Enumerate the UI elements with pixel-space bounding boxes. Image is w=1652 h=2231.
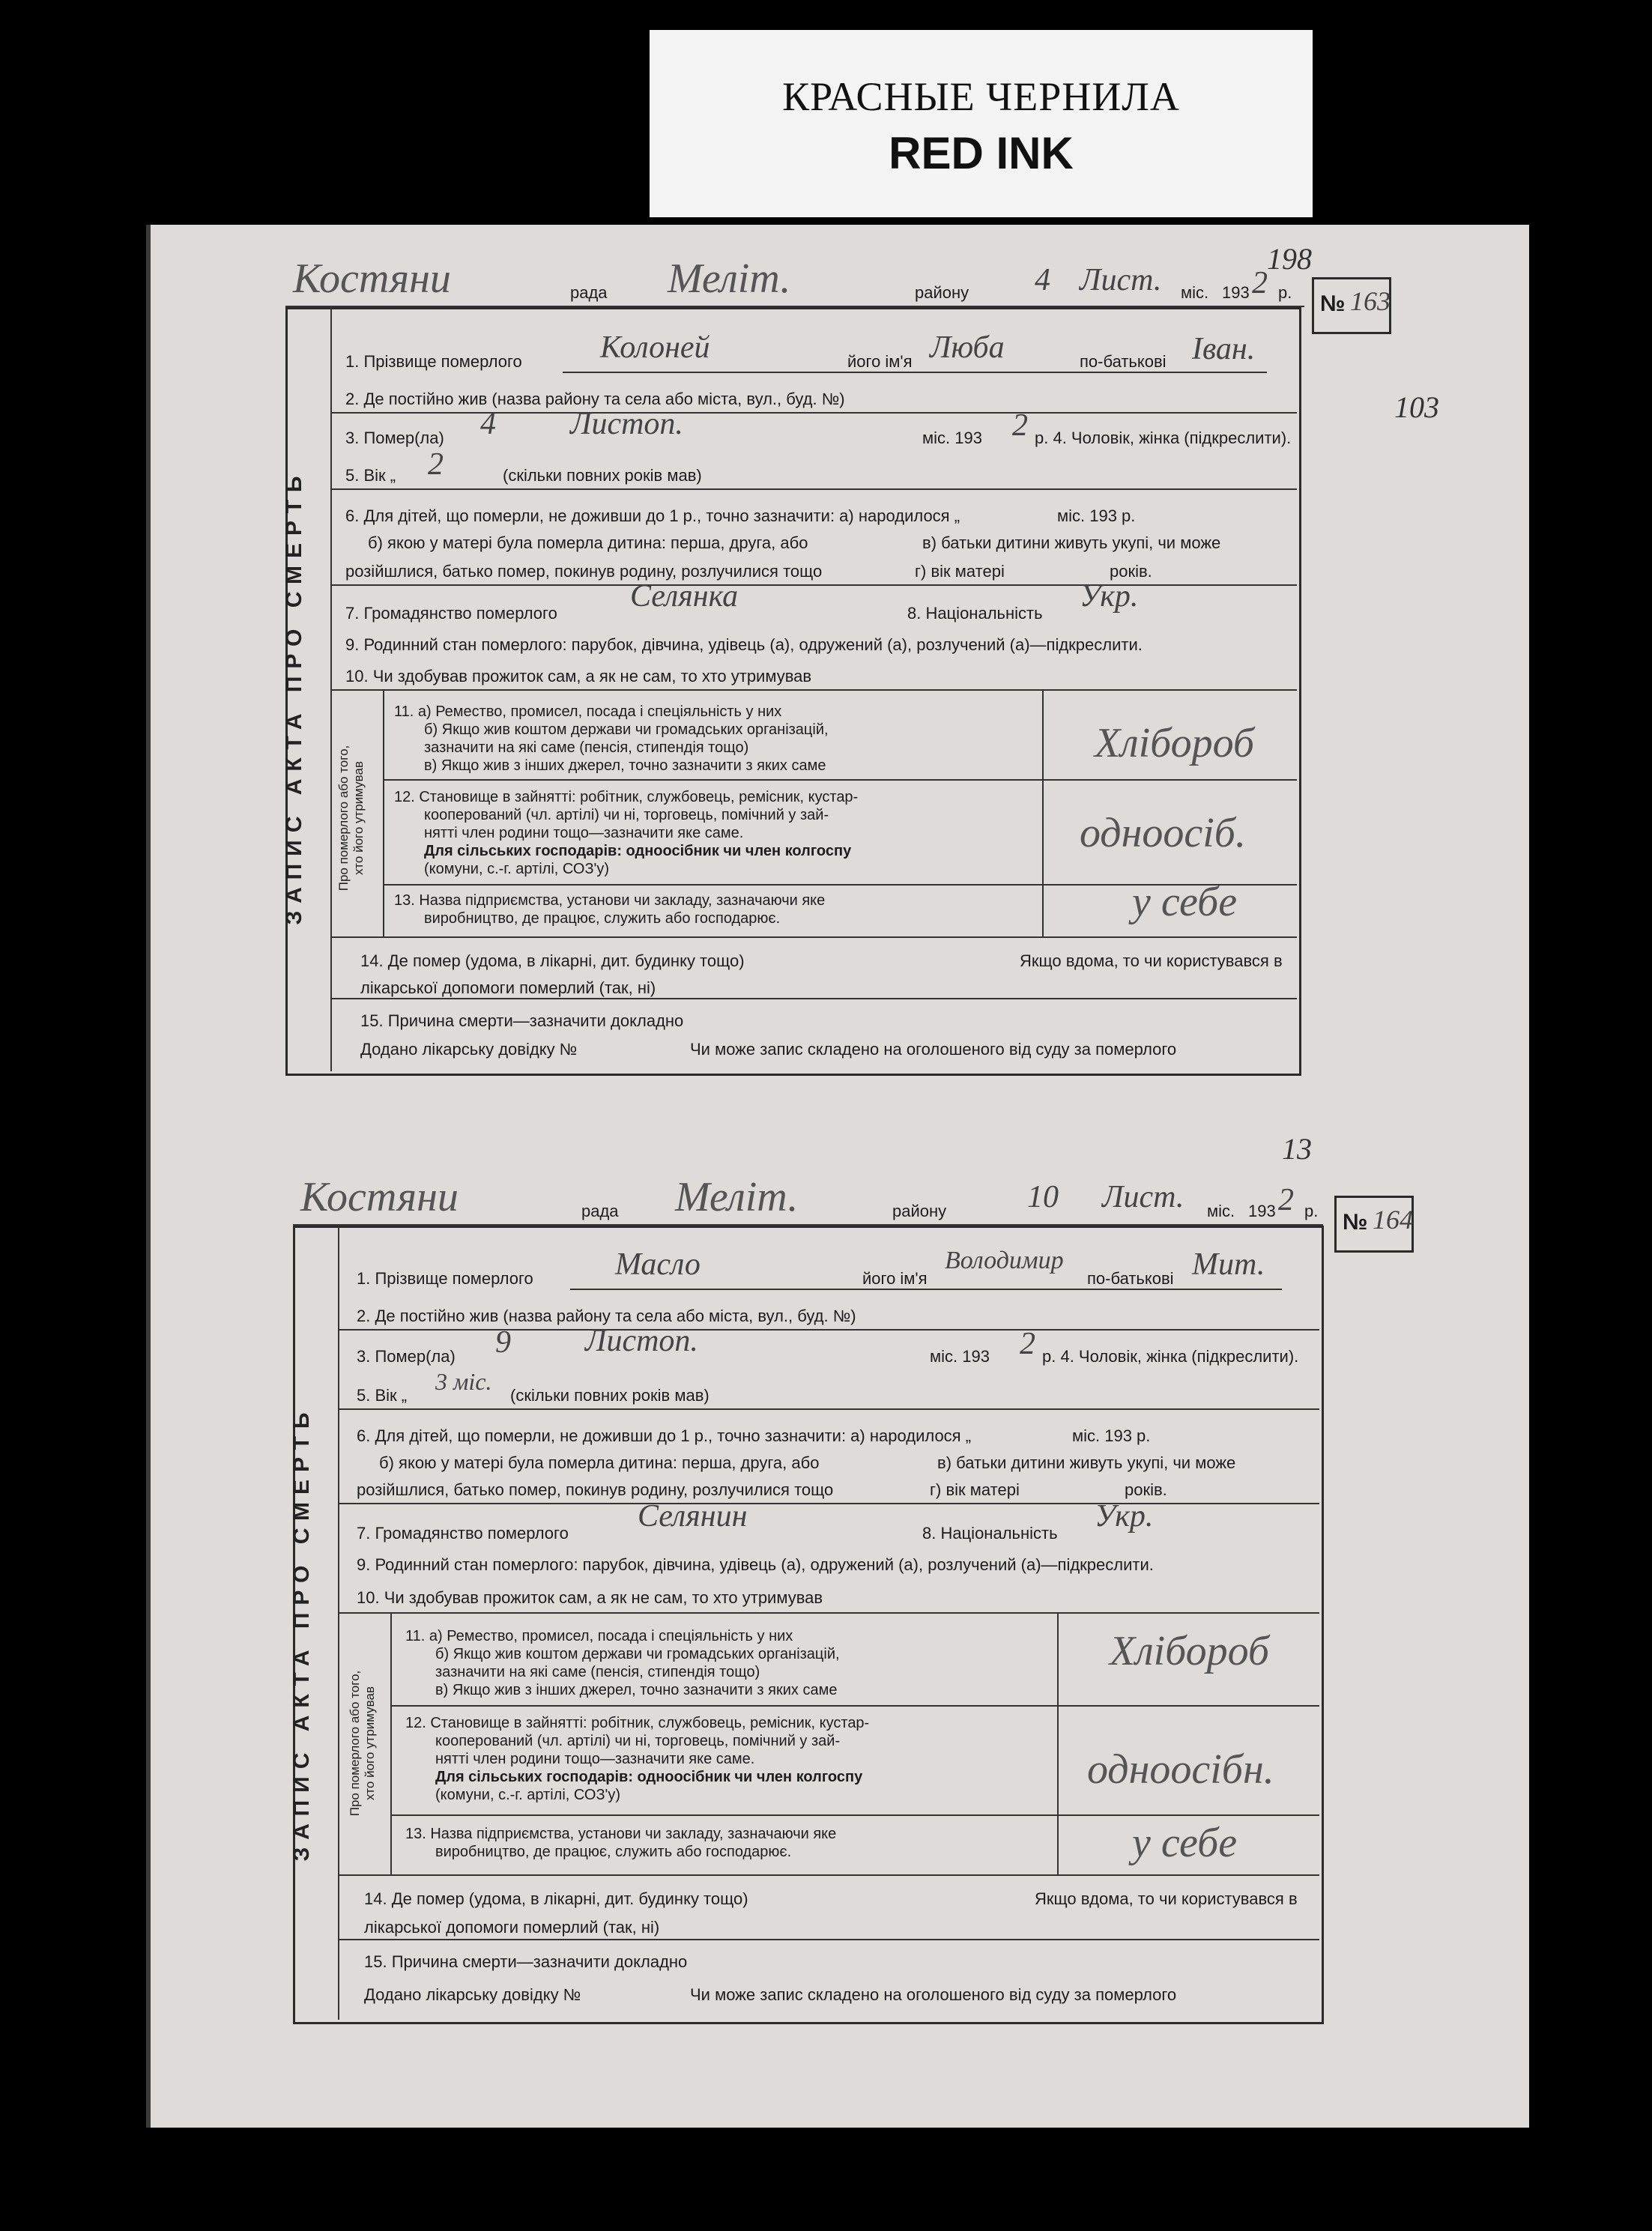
field-age-note: (скільки повних років мав): [510, 1386, 709, 1405]
field-name-label: його ім'я: [862, 1269, 928, 1288]
field-11c: зазначити на які саме (пенсія, стипендія тощо): [424, 739, 749, 756]
field-death-month-value: Листоп.: [585, 1324, 698, 1358]
row-line: [330, 998, 1297, 999]
district-value: Меліт.: [668, 255, 791, 302]
inner-divider: [390, 1612, 392, 1874]
field-parents-label: в) батьки дитини живуть укупі, чи може: [937, 1453, 1236, 1472]
field-11a: 11. а) Ремество, промисел, посада і спеціяльність у них: [394, 703, 782, 720]
council-value: Костяни: [300, 1174, 459, 1220]
field-medical-help-label: лікарської допомоги померлий (так, ні): [360, 978, 656, 997]
field-parents-label: в) батьки дитини живуть укупі, чи може: [922, 533, 1221, 552]
field-cause-label: 15. Причина смерти—зазначити докладно: [360, 1011, 684, 1030]
field-surname-label: 1. Прізвище померлого: [345, 352, 522, 371]
field-occupation-value: Хлібороб: [1110, 1628, 1270, 1674]
field-support-label: 10. Чи здобував прожиток сам, а як не сам, то хто утримував: [345, 667, 812, 685]
row-line: [330, 689, 1297, 691]
field-11b: б) Якщо жив коштом держави чи громадських організацій,: [424, 721, 829, 738]
side-small-title: [336, 698, 369, 938]
year-digit-value: 2: [1252, 266, 1268, 300]
field-12c: нятті член родини тощо—зазначити яке саме.: [435, 1751, 755, 1767]
field-court-label: Чи може запис складено на оголошеного від суду за померлого: [690, 1040, 1177, 1059]
side-small-line-2: хто його утримував: [363, 1686, 377, 1800]
field-death-date-label: 3. Помер(ла): [345, 429, 444, 447]
day-value: 10: [1027, 1180, 1059, 1214]
number-symbol: №: [1343, 1210, 1368, 1235]
field-support-label: 10. Чи здобував прожиток сам, а як не сам, то хто утримував: [357, 1588, 823, 1607]
death-record-form-2: [270, 1132, 1499, 2038]
field-citizenship-label: 7. Громадянство померлого: [345, 604, 557, 623]
record-number-box: [1334, 1196, 1414, 1253]
field-sex-label: р. 4. Чоловік, жінка (підкреслити).: [1035, 429, 1292, 447]
row-line: [338, 1329, 1319, 1331]
council-value: Костяни: [293, 255, 451, 302]
page-note: 13: [1282, 1132, 1312, 1166]
field-mother-age-label: г) вік матері: [915, 562, 1005, 581]
field-12b: кооперований (чл. артілі) чи ні, торговець, помічний у зай-: [424, 807, 829, 823]
field-13b: виробництво, де працює, служить або господарює.: [435, 1844, 792, 1860]
number-symbol: №: [1320, 291, 1346, 316]
death-record-form-1: [270, 242, 1499, 1094]
side-title: ЗАПИС АКТА ПРО СМЕРТЬ: [289, 1405, 314, 1862]
field-death-day-value: 9: [495, 1325, 511, 1360]
field-age-label: 5. Вік „: [357, 1386, 408, 1405]
field-widow-label: Якщо вдома, то чи користувався в: [1035, 1889, 1298, 1908]
field-sex-label: р. 4. Чоловік, жінка (підкреслити).: [1042, 1347, 1299, 1366]
field-status-value: одноосібн.: [1087, 1746, 1274, 1793]
field-death-year-value: 2: [1012, 408, 1028, 443]
field-age-value: 3 міс.: [435, 1368, 492, 1395]
field-surname-value: Масло: [615, 1247, 701, 1282]
field-nationality-label: 8. Національність: [907, 604, 1043, 623]
mis-label: міс.: [1207, 1202, 1235, 1220]
row-line: [338, 1503, 1319, 1504]
raion-label: району: [915, 283, 969, 302]
field-parents-status: розійшлися, батько помер, покинув родину, розлучилися тощо: [345, 562, 823, 581]
rada-label: рада: [581, 1202, 619, 1220]
field-workplace-value: у себе: [1132, 1820, 1238, 1866]
field-occupation-value: Хлібороб: [1095, 720, 1255, 766]
field-surname-value: Колоней: [600, 330, 710, 365]
field-death-year-value: 2: [1020, 1327, 1035, 1361]
field-child-born-month: міс. 193 р.: [1072, 1426, 1151, 1445]
field-age-value: 2: [428, 447, 444, 482]
row-line: [570, 1289, 1282, 1290]
field-child-order-label: б) якою у матері була померла дитина: перша, друга, або: [379, 1453, 820, 1472]
field-patronymic-label: по-батькові: [1080, 352, 1167, 371]
field-mother-age-years: років.: [1110, 562, 1152, 581]
field-name-value: Люба: [930, 330, 1005, 365]
field-parents-status: розійшлися, батько помер, покинув родину, розлучилися тощо: [357, 1480, 834, 1499]
field-child-born-month: міс. 193 р.: [1057, 506, 1136, 525]
field-12a: 12. Становище в зайнятті: робітник, службовець, ремісник, кустар-: [394, 789, 859, 805]
row-line: [390, 1814, 1319, 1816]
field-marital-label: 9. Родинний стан померлого: парубок, дівчина, удівець (а), одружений (а), розлучений (а)—підкреслити.: [357, 1555, 1154, 1574]
year-label: 193: [1222, 283, 1250, 302]
rada-label: рада: [570, 283, 608, 302]
row-line: [563, 372, 1267, 373]
side-small-title: [348, 1616, 381, 1871]
field-12a: 12. Становище в зайнятті: робітник, службовець, ремісник, кустар-: [405, 1715, 870, 1731]
row-line: [330, 412, 1297, 414]
field-nationality-value: Укр.: [1080, 579, 1139, 614]
field-12b: кооперований (чл. артілі) чи ні, торговець, помічний у зай-: [435, 1733, 841, 1749]
field-11d: в) Якщо жив з інших джерел, точно зазначити з яких саме: [435, 1682, 838, 1698]
field-11c: зазначити на які саме (пенсія, стипендія тощо): [435, 1664, 760, 1680]
field-12c: нятті член родини тощо—зазначити яке саме.: [424, 825, 744, 841]
row-line: [338, 1612, 1319, 1614]
field-name-label: його ім'я: [847, 352, 913, 371]
field-mother-age-years: років.: [1125, 1480, 1167, 1499]
row-line: [330, 936, 1297, 938]
side-divider: [338, 1226, 339, 2020]
inner-divider: [383, 689, 384, 936]
field-death-day-value: 4: [480, 407, 496, 441]
field-citizenship-value: Селянка: [630, 579, 739, 614]
field-nationality-value: Укр.: [1095, 1499, 1154, 1534]
side-small-line-1: Про померлого або того,: [336, 745, 351, 892]
field-nationality-label: 8. Національність: [922, 1524, 1058, 1543]
side-title: ЗАПИС АКТА ПРО СМЕРТЬ: [282, 468, 306, 925]
field-child-born-label: 6. Для дітей, що померли, не доживши до 1 р., точно зазначити: а) народилося „: [357, 1426, 972, 1445]
raion-label: району: [892, 1202, 947, 1220]
r-label: р.: [1278, 283, 1292, 302]
year-digit-value: 2: [1278, 1183, 1294, 1217]
field-court-label: Чи може запис складено на оголошеного від суду за померлого: [690, 1985, 1177, 2004]
record-number-box: [1312, 277, 1391, 334]
red-ink-label-card: [650, 30, 1313, 217]
field-death-month-value: Листоп.: [570, 407, 683, 441]
field-11d: в) Якщо жив з інших джерел, точно зазначити з яких саме: [424, 757, 826, 774]
field-mother-age-label: г) вік матері: [930, 1480, 1020, 1499]
label-english: RED INK: [889, 128, 1074, 178]
field-13a: 13. Назва підприємства, установи чи закладу, зазначаючи яке: [394, 892, 826, 909]
field-patronymic-value: Іван.: [1192, 332, 1256, 366]
field-child-born-label: 6. Для дітей, що померли, не доживши до 1 р., точно зазначити: а) народилося „: [345, 506, 960, 525]
row-line: [338, 1939, 1319, 1940]
side-small-line-1: Про померлого або того,: [348, 1670, 362, 1817]
field-certificate-label: Додано лікарську довідку №: [364, 1985, 581, 2004]
row-line: [330, 488, 1297, 490]
row-line: [330, 584, 1297, 586]
field-death-date-label: 3. Помер(ла): [357, 1347, 456, 1366]
field-medical-help-label: лікарської допомоги померлий (так, ні): [364, 1918, 660, 1937]
field-death-place-label: 14. Де помер (удома, в лікарні, дит. будинку тощо): [364, 1889, 748, 1908]
side-small-line-2: хто його утримував: [351, 761, 366, 875]
month-value: Лист.: [1080, 263, 1162, 297]
field-age-note: (скільки повних років мав): [503, 466, 702, 485]
row-line: [338, 1408, 1319, 1410]
r-label: р.: [1304, 1202, 1319, 1220]
field-12d: Для сільських господарів: одноосібник чи член колгоспу: [424, 843, 852, 859]
field-status-value: одноосіб.: [1080, 810, 1246, 856]
row-line: [383, 779, 1297, 781]
field-death-year-label: міс. 193: [922, 429, 982, 447]
field-citizenship-value: Селянин: [638, 1499, 748, 1534]
field-cause-label: 15. Причина смерти—зазначити докладно: [364, 1952, 688, 1971]
field-12e: (комуни, с.-г. артілі, СОЗ'у): [424, 861, 610, 877]
field-patronymic-value: Мит.: [1192, 1247, 1265, 1282]
field-12e: (комуни, с.-г. артілі, СОЗ'у): [435, 1787, 621, 1803]
side-note: 103: [1394, 390, 1439, 424]
mis-label: міс.: [1181, 283, 1209, 302]
field-residence-label: 2. Де постійно жив (назва району та села або міста, вул., буд. №): [345, 390, 845, 408]
year-label: 193: [1248, 1202, 1276, 1220]
label-russian: КРАСНЫЕ ЧЕРНИЛА: [782, 74, 1180, 119]
field-11a: 11. а) Ремество, промисел, посада і спеціяльність у них: [405, 1628, 793, 1644]
day-value: 4: [1035, 263, 1050, 297]
value-column-divider: [1042, 689, 1044, 936]
field-surname-label: 1. Прізвище померлого: [357, 1269, 533, 1288]
field-death-place-label: 14. Де помер (удома, в лікарні, дит. будинку тощо): [360, 951, 745, 970]
record-number-value: 163: [1350, 286, 1391, 316]
record-number-value: 164: [1373, 1205, 1413, 1235]
page-note: 198: [1267, 242, 1312, 276]
field-certificate-label: Додано лікарську довідку №: [360, 1040, 578, 1059]
field-widow-label: Якщо вдома, то чи користувався в: [1020, 951, 1283, 970]
value-column-divider: [1057, 1612, 1059, 1874]
field-citizenship-label: 7. Громадянство померлого: [357, 1524, 569, 1543]
field-11b: б) Якщо жив коштом держави чи громадських організацій,: [435, 1646, 840, 1662]
field-child-order-label: б) якою у матері була померла дитина: перша, друга, або: [368, 533, 808, 552]
field-workplace-value: у себе: [1132, 879, 1238, 925]
district-value: Меліт.: [675, 1174, 799, 1220]
row-line: [338, 1874, 1319, 1876]
field-marital-label: 9. Родинний стан померлого: парубок, дівчина, удівець (а), одружений (а), розлучений (а)—підкреслити.: [345, 635, 1143, 654]
field-12d: Для сільських господарів: одноосібник чи член колгоспу: [435, 1769, 863, 1785]
document-sheet: [146, 225, 1529, 2128]
month-value: Лист.: [1102, 1180, 1184, 1214]
field-patronymic-label: по-батькові: [1087, 1269, 1174, 1288]
row-line: [390, 1705, 1319, 1707]
field-age-label: 5. Вік „: [345, 466, 396, 485]
field-death-year-label: міс. 193: [930, 1347, 990, 1366]
field-13b: виробництво, де працює, служить або господарює.: [424, 910, 781, 927]
field-13a: 13. Назва підприємства, установи чи закладу, зазначаючи яке: [405, 1826, 837, 1842]
field-residence-label: 2. Де постійно жив (назва району та села або міста, вул., буд. №): [357, 1307, 856, 1325]
field-name-value: Володимир: [945, 1247, 1064, 1274]
